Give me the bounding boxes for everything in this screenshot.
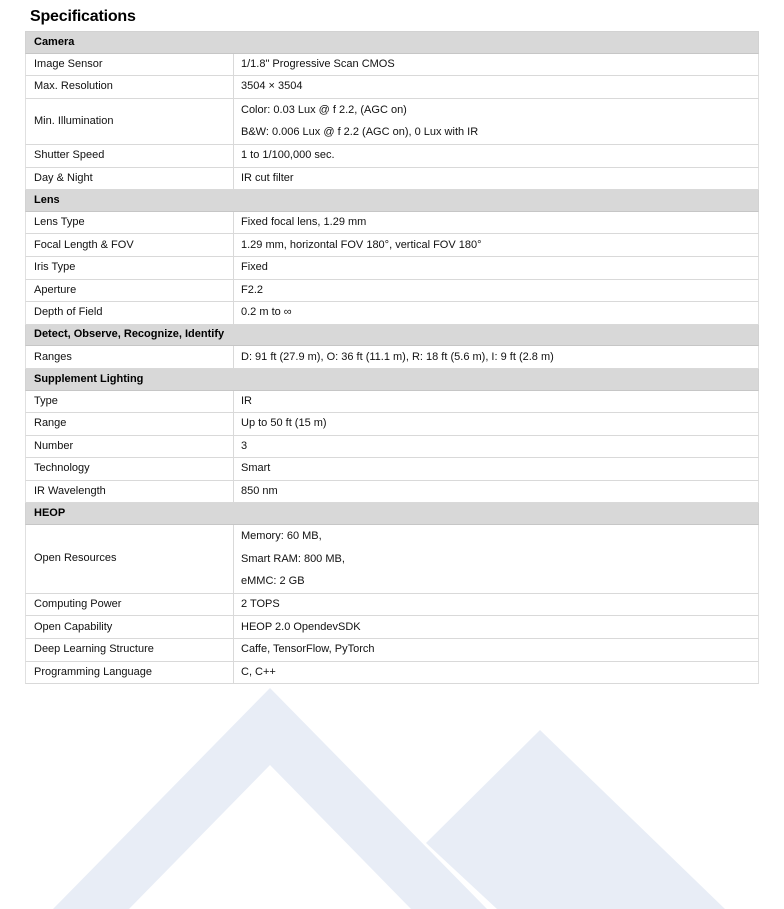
- page-title: Specifications: [30, 8, 136, 25]
- row-value-line: Smart RAM: 800 MB,: [241, 552, 345, 565]
- row-value: 1 to 1/100,000 sec.: [241, 149, 335, 162]
- table-row: [25, 413, 759, 436]
- row-value: D: 91 ft (27.9 m), O: 36 ft (11.1 m), R: 18 ft (5.6 m), I: 9 ft (2.8 m): [241, 350, 554, 363]
- row-label: Aperture: [26, 280, 234, 302]
- row-label: Open Resources: [26, 525, 234, 593]
- row-label: Shutter Speed: [26, 145, 234, 167]
- table-row: [25, 280, 759, 303]
- row-label: Technology: [26, 458, 234, 480]
- row-value-line: eMMC: 2 GB: [241, 575, 305, 588]
- section-header-heop: [25, 503, 759, 525]
- row-label: Max. Resolution: [26, 76, 234, 98]
- row-value: Smart: [241, 462, 271, 475]
- row-value: 2 TOPS: [241, 598, 280, 611]
- row-value: 0.2 m to ∞: [241, 306, 292, 319]
- row-label: Day & Night: [26, 168, 234, 190]
- row-label: Iris Type: [26, 257, 234, 279]
- row-label: Range: [26, 413, 234, 435]
- row-label: Number: [26, 436, 234, 458]
- row-label: Min. Illumination: [26, 99, 234, 144]
- section-header-label: Camera: [34, 35, 75, 48]
- table-row: [25, 76, 759, 99]
- row-value: Fixed: [241, 261, 268, 274]
- section-header-label: Supplement Lighting: [34, 372, 144, 385]
- section-header-label: Detect, Observe, Recognize, Identify: [34, 328, 225, 341]
- section-header-supplement-lighting: [25, 369, 759, 391]
- row-value: 1/1.8" Progressive Scan CMOS: [241, 57, 395, 70]
- section-header-lens: [25, 190, 759, 212]
- section-header-label: HEOP: [34, 507, 66, 520]
- row-label: Depth of Field: [26, 302, 234, 324]
- row-value: 850 nm: [241, 485, 278, 498]
- row-value-line: Color: 0.03 Lux @ f 2.2, (AGC on): [241, 103, 407, 116]
- row-label: Image Sensor: [26, 54, 234, 76]
- table-row: [25, 168, 759, 191]
- table-row: [25, 234, 759, 257]
- table-row: [25, 99, 759, 145]
- section-header-dori: [25, 325, 759, 347]
- table-row: [25, 639, 759, 662]
- row-value: HEOP 2.0 OpendevSDK: [241, 620, 361, 633]
- section-header-label: Lens: [34, 193, 60, 206]
- table-row: [25, 257, 759, 280]
- row-value: 1.29 mm, horizontal FOV 180°, vertical FOV 180°: [241, 238, 482, 251]
- table-row: [25, 481, 759, 504]
- row-value: IR: [241, 394, 252, 407]
- table-row: [25, 302, 759, 325]
- row-label: Deep Learning Structure: [26, 639, 234, 661]
- specifications-table: [25, 31, 759, 684]
- row-label: Programming Language: [26, 662, 234, 684]
- row-label: Type: [26, 391, 234, 413]
- table-row: [25, 391, 759, 414]
- row-value-line: Memory: 60 MB,: [241, 530, 322, 543]
- row-value: IR cut filter: [241, 171, 294, 184]
- row-value-line: B&W: 0.006 Lux @ f 2.2 (AGC on), 0 Lux with IR: [241, 126, 479, 139]
- row-value: 3504 × 3504: [241, 80, 303, 93]
- row-label: Focal Length & FOV: [26, 234, 234, 256]
- table-row: [25, 458, 759, 481]
- table-row: [25, 212, 759, 235]
- row-value: F2.2: [241, 283, 264, 296]
- row-value: Fixed focal lens, 1.29 mm: [241, 215, 367, 228]
- row-label: Open Capability: [26, 616, 234, 638]
- row-label: IR Wavelength: [26, 481, 234, 503]
- row-value: Up to 50 ft (15 m): [241, 417, 327, 430]
- table-row: [25, 145, 759, 168]
- row-label: Ranges: [26, 346, 234, 368]
- table-row: [25, 346, 759, 369]
- table-row: [25, 616, 759, 639]
- table-row: [25, 436, 759, 459]
- row-value: C, C++: [241, 665, 276, 678]
- row-label: Computing Power: [26, 594, 234, 616]
- row-value: 3: [241, 439, 248, 452]
- section-header-camera: [25, 32, 759, 54]
- table-row: [25, 594, 759, 617]
- table-row: [25, 54, 759, 77]
- table-row: [25, 525, 759, 594]
- watermark-solid-peak: [426, 730, 725, 909]
- watermark-hollow-peak: [53, 688, 487, 909]
- table-row: [25, 662, 759, 685]
- row-value: Caffe, TensorFlow, PyTorch: [241, 643, 375, 656]
- row-label: Lens Type: [26, 212, 234, 234]
